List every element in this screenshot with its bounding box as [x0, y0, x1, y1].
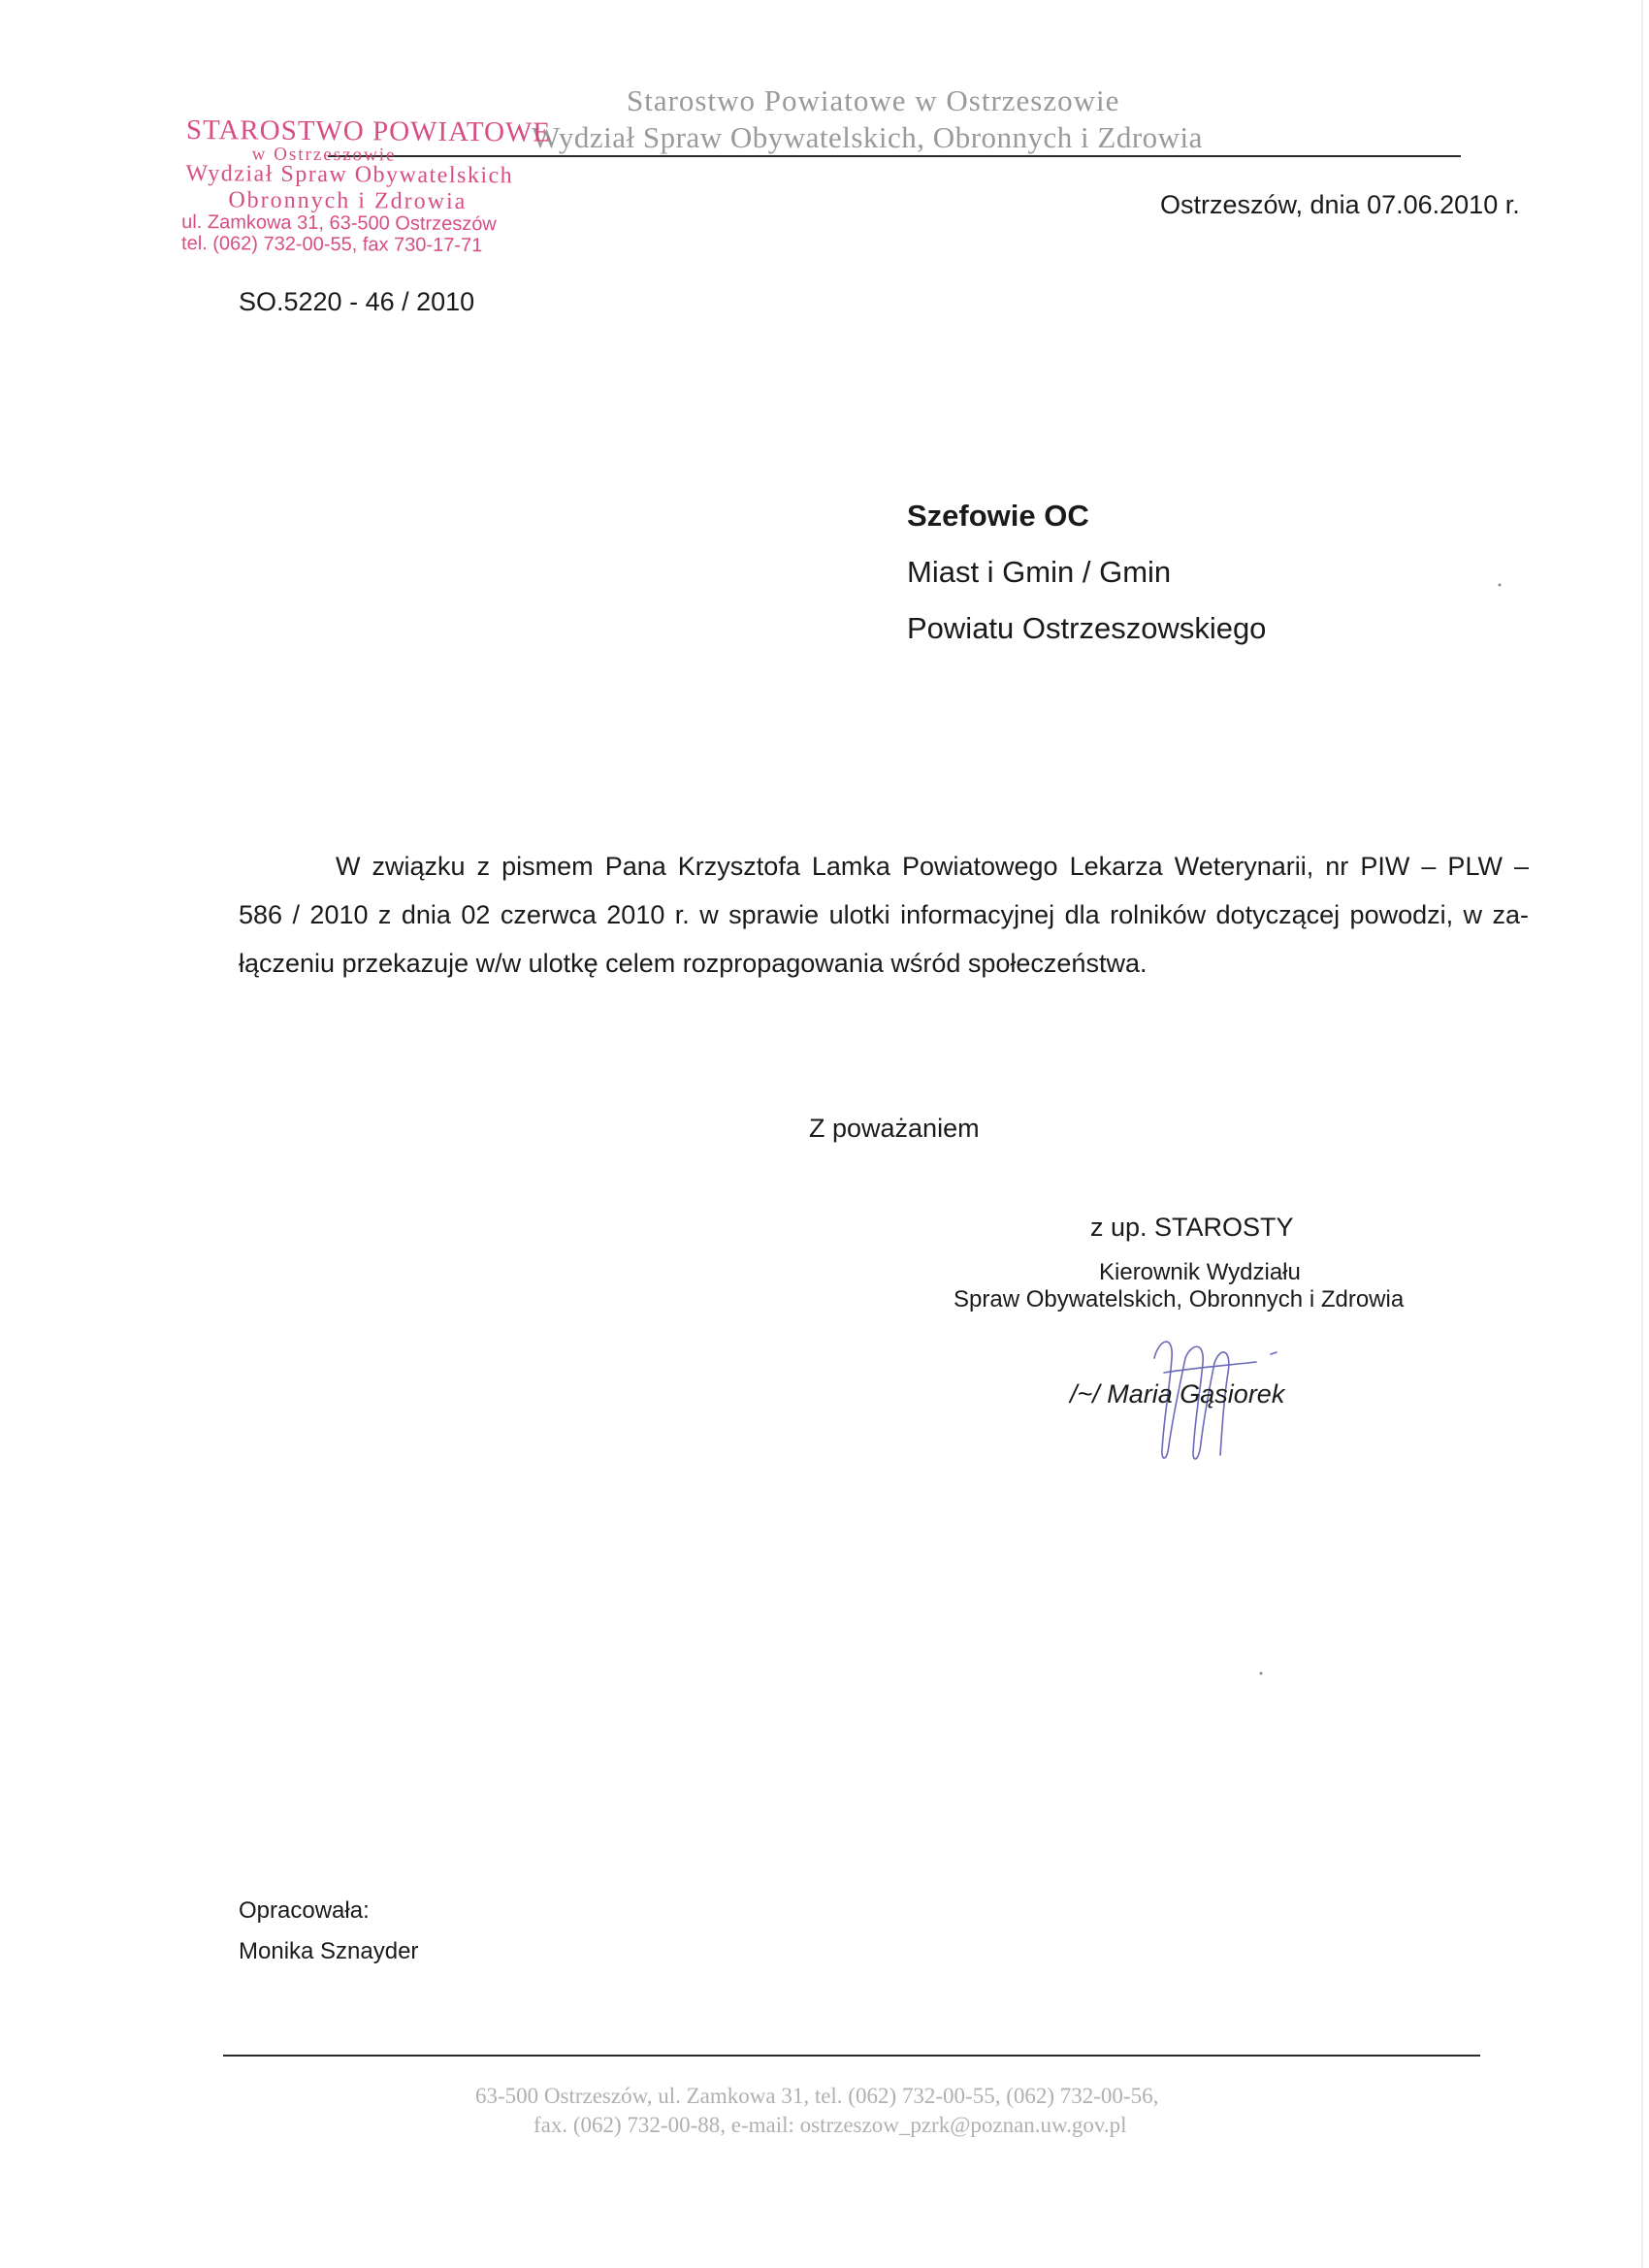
prepared-by-name: Monika Sznayder — [239, 1938, 419, 1964]
stamp-line-5: ul. Zamkowa 31, 63-500 Ostrzeszów — [181, 211, 497, 236]
signatory-position-line-2: Spraw Obywatelskich, Obronnych i Zdrowia — [954, 1286, 1405, 1312]
body-line-3: łączeniu przekazuje w/w ulotkę celem rozpropagowania wśród społeczeństwa. — [239, 949, 1148, 978]
place-and-date: Ostrzeszów, dnia 07.06.2010 r. — [1160, 190, 1520, 219]
stamp-line-4: Obronnych i Zdrowia — [228, 187, 468, 215]
footer-address-line-1: 63-500 Ostrzeszów, ul. Zamkowa 31, tel. (062) 732-00-55, (062) 732-00-56, — [475, 2084, 1159, 2108]
signatory-position-line-1: Kierownik Wydziału — [1099, 1259, 1301, 1285]
addressee-line-2: Miast i Gmin / Gmin — [907, 555, 1172, 589]
letterhead-department: Wydział Spraw Obywatelskich, Obronnych i Zdrowia — [532, 120, 1203, 154]
signatory-name: /~/ Maria Gąsiorek — [1070, 1379, 1285, 1409]
stamp-line-2: w Ostrzeszowie — [251, 144, 397, 166]
letterhead-office-name: Starostwo Powiatowe w Ostrzeszowie — [627, 83, 1120, 117]
body-line-1: W związku z pismem Pana Krzysztofa Lamka Powiatowego Lekarza Weterynarii, nr PIW – PLW – — [336, 852, 1529, 881]
reference-number: SO.5220 - 46 / 2010 — [239, 287, 475, 316]
stamp-line-1: STAROSTWO POWIATOWE — [185, 114, 552, 148]
closing-salutation: Z poważaniem — [809, 1114, 980, 1143]
addressee-title: Szefowie OC — [907, 499, 1089, 533]
addressee-line-3: Powiatu Ostrzeszowskiego — [907, 611, 1267, 645]
body-line-2: 586 / 2010 z dnia 02 czerwca 2010 r. w sprawie ulotki informacyjnej dla rolników dotyczącej powodzi, w za- — [239, 900, 1529, 929]
footer-address-line-2: fax. (062) 732-00-88, e-mail: ostrzeszow_pzrk@poznan.uw.gov.pl — [534, 2113, 1127, 2137]
prepared-by-label: Opracowała: — [239, 1897, 370, 1924]
stamp-line-3: Wydział Spraw Obywatelskich — [185, 161, 514, 189]
signatory-on-behalf: z up. STAROSTY — [1090, 1213, 1294, 1242]
stamp-line-6: tel. (062) 732-00-55, fax 730-17-71 — [180, 232, 483, 257]
